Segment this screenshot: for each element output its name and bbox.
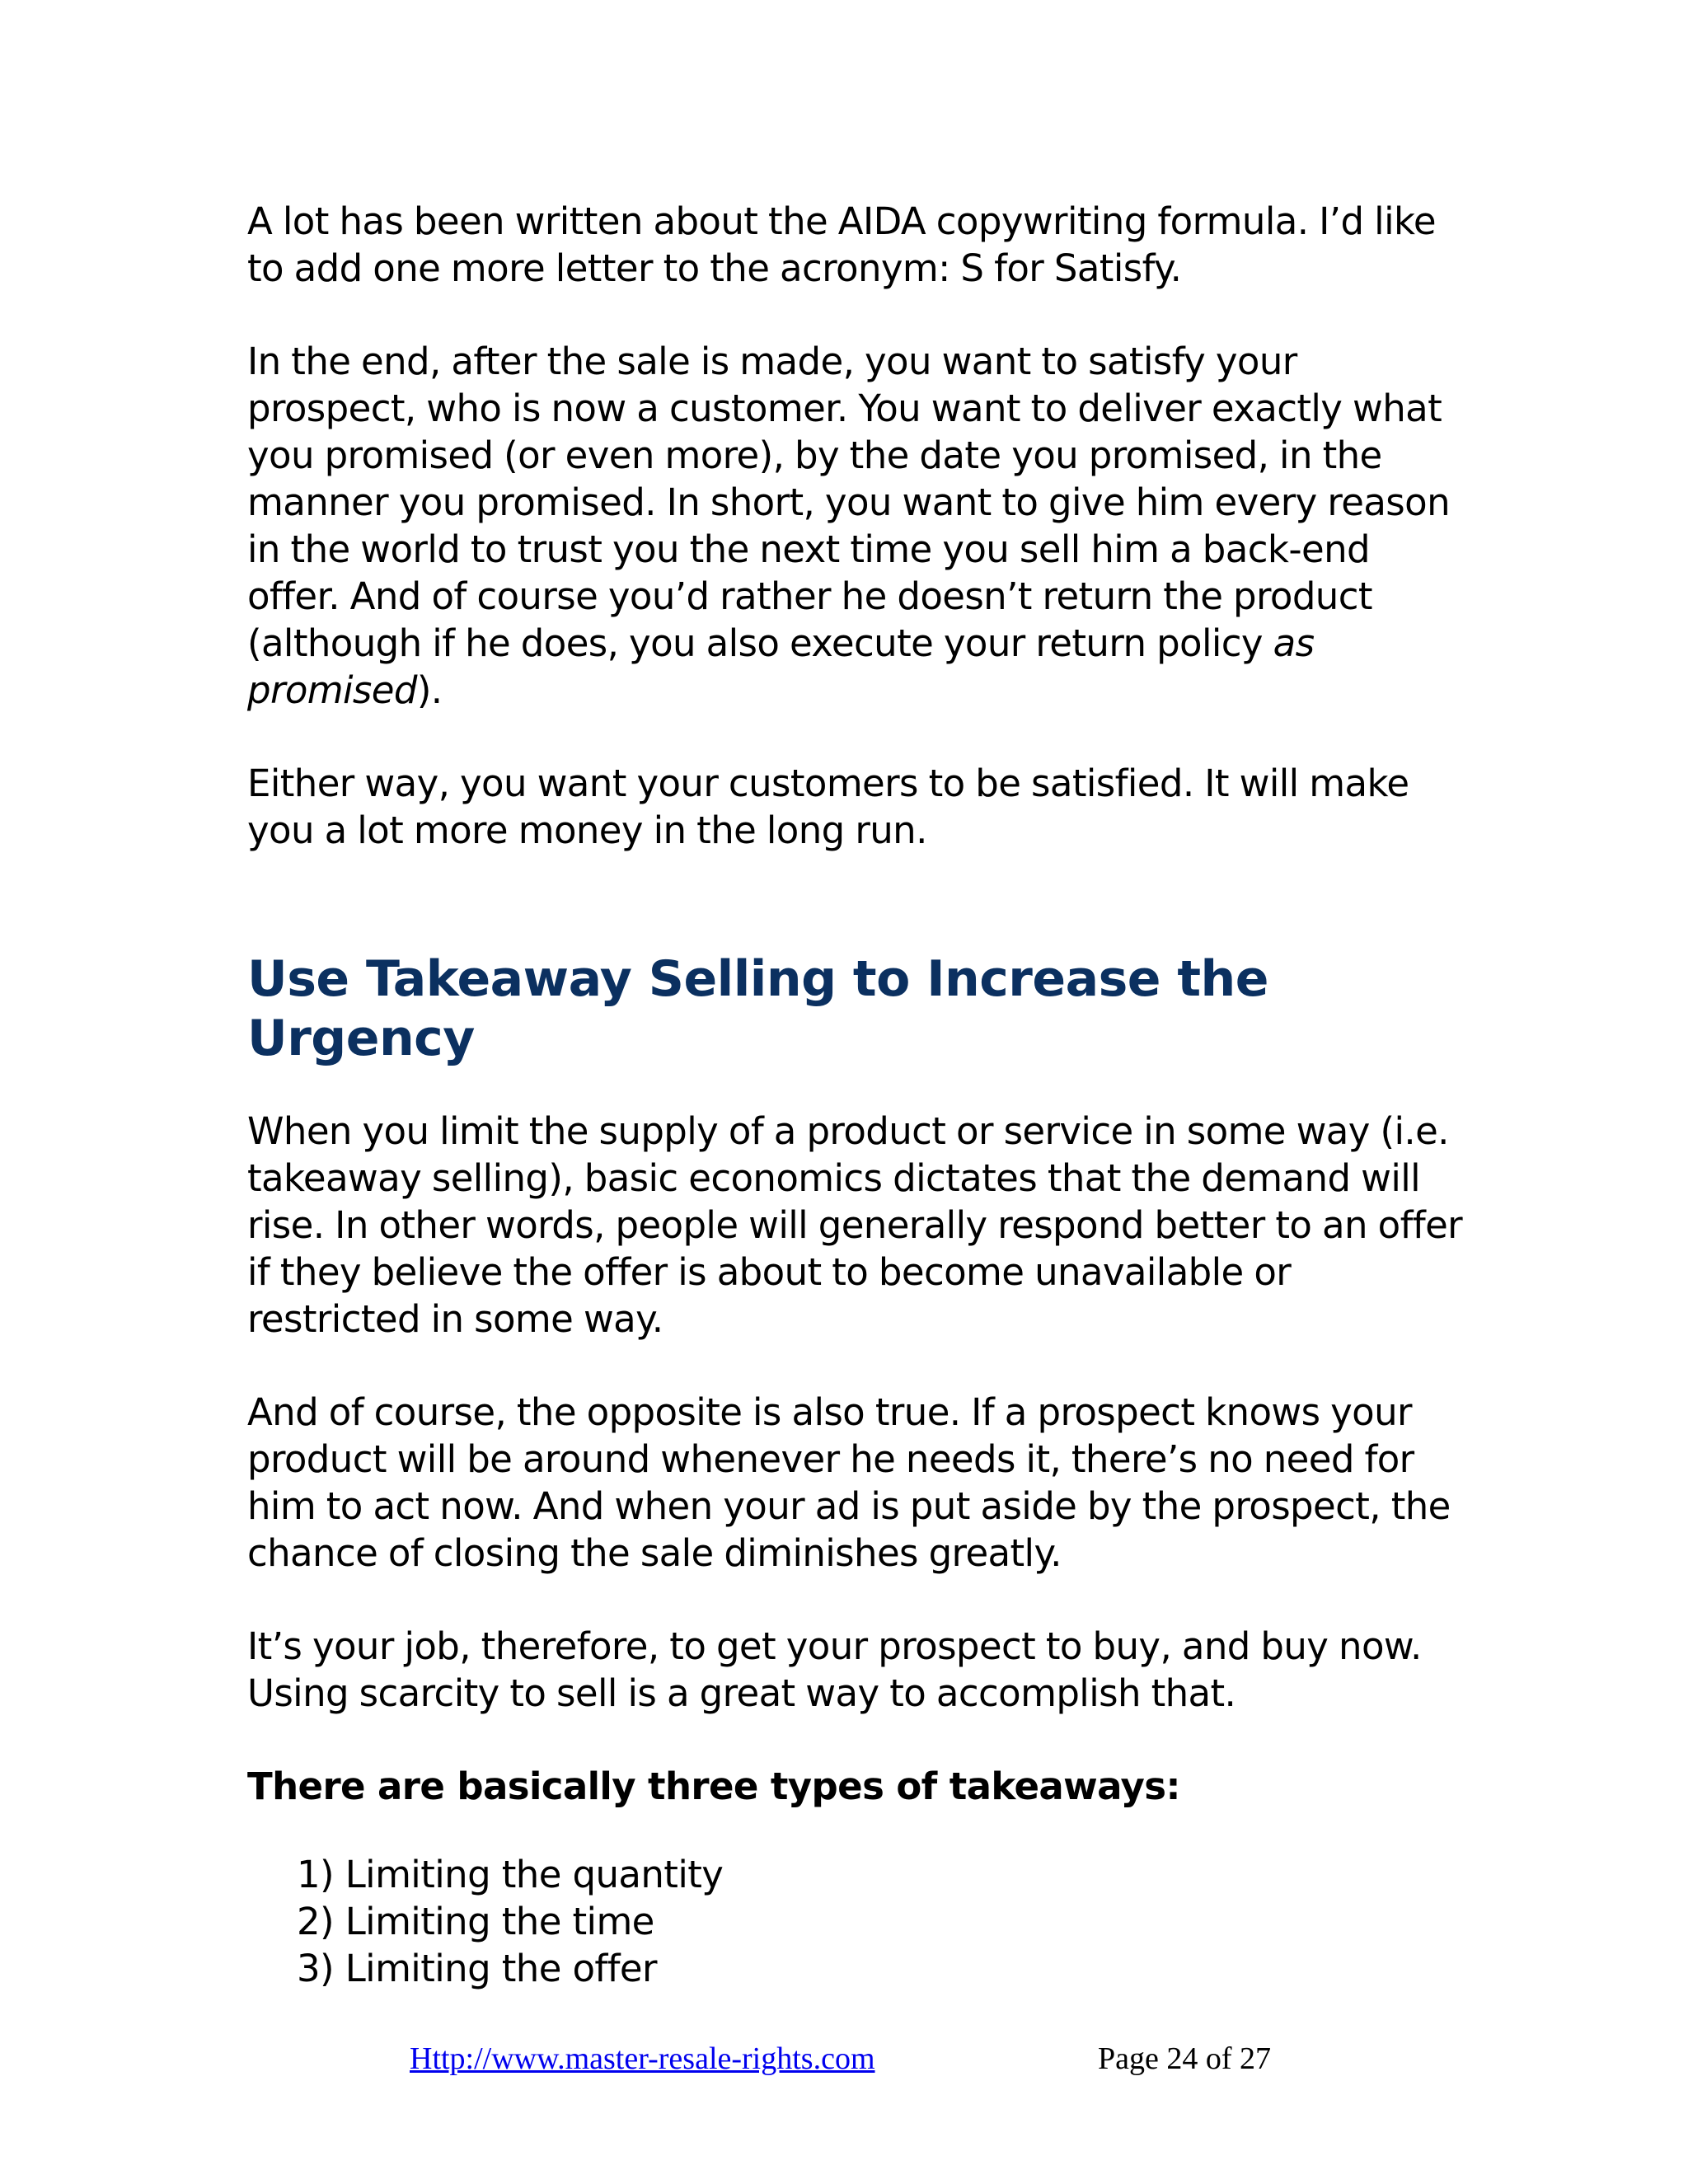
paragraph-satisfy-italic: as promised <box>247 621 1315 712</box>
takeaways-subheading: There are basically three types of takeaways: <box>247 1765 1180 1808</box>
section-heading: Use Takeaway Selling to Increase the Urgency <box>247 950 1268 1067</box>
paragraph-satisfy-end: ). <box>416 668 443 712</box>
list-item: 3) Limiting the offer <box>297 1947 657 1990</box>
paragraph-limit-supply: When you limit the supply of a product or service in some way (i.e. takeaway selling), basic economics dictates that the demand will rise. In other words, people will generally respond better to an offer if they believe the offer is about to become unavailable or restricted in some way. <box>247 1109 1463 1341</box>
footer-website-link[interactable]: Http://www.master-resale-rights.com <box>410 2041 875 2076</box>
paragraph-satisfy <box>247 338 1467 714</box>
list-item: 1) Limiting the quantity <box>297 1853 724 1896</box>
list-item: 2) Limiting the time <box>297 1900 654 1943</box>
paragraph-your-job: It’s your job, therefore, to get your prospect to buy, and buy now. Using scarcity to sell is a great way to accomplish that. <box>247 1624 1422 1715</box>
paragraph-satisfy-text: In the end, after the sale is made, you want to satisfy your prospect, who is now a customer. You want to deliver exactly what you promised (or even more), by the date you promised, in the manner you promised. In short, you want to give him every reason in the world to trust you the next time you sell him a back-end offer. And of course you’d rather he doesn’t return the product (although if he does, you also execute your return policy <box>247 340 1451 665</box>
takeaways-list <box>247 1851 1467 1992</box>
paragraph-opposite: And of course, the opposite is also true. If a prospect knows your product will be around whenever he needs it, there’s no need for him to act now. And when your ad is put aside by the prospect, the chance of closing the sale diminishes greatly. <box>247 1390 1451 1575</box>
paragraph-aida-intro: A lot has been written about the AIDA copywriting formula. I’d like to add one more letter to the acronym: S for Satisfy. <box>247 199 1436 290</box>
page-number: Page 24 of 27 <box>1098 2041 1272 2076</box>
page-content <box>247 198 1467 1992</box>
paragraph-either-way: Either way, you want your customers to be satisfied. It will make you a lot more money in the long run. <box>247 762 1409 852</box>
